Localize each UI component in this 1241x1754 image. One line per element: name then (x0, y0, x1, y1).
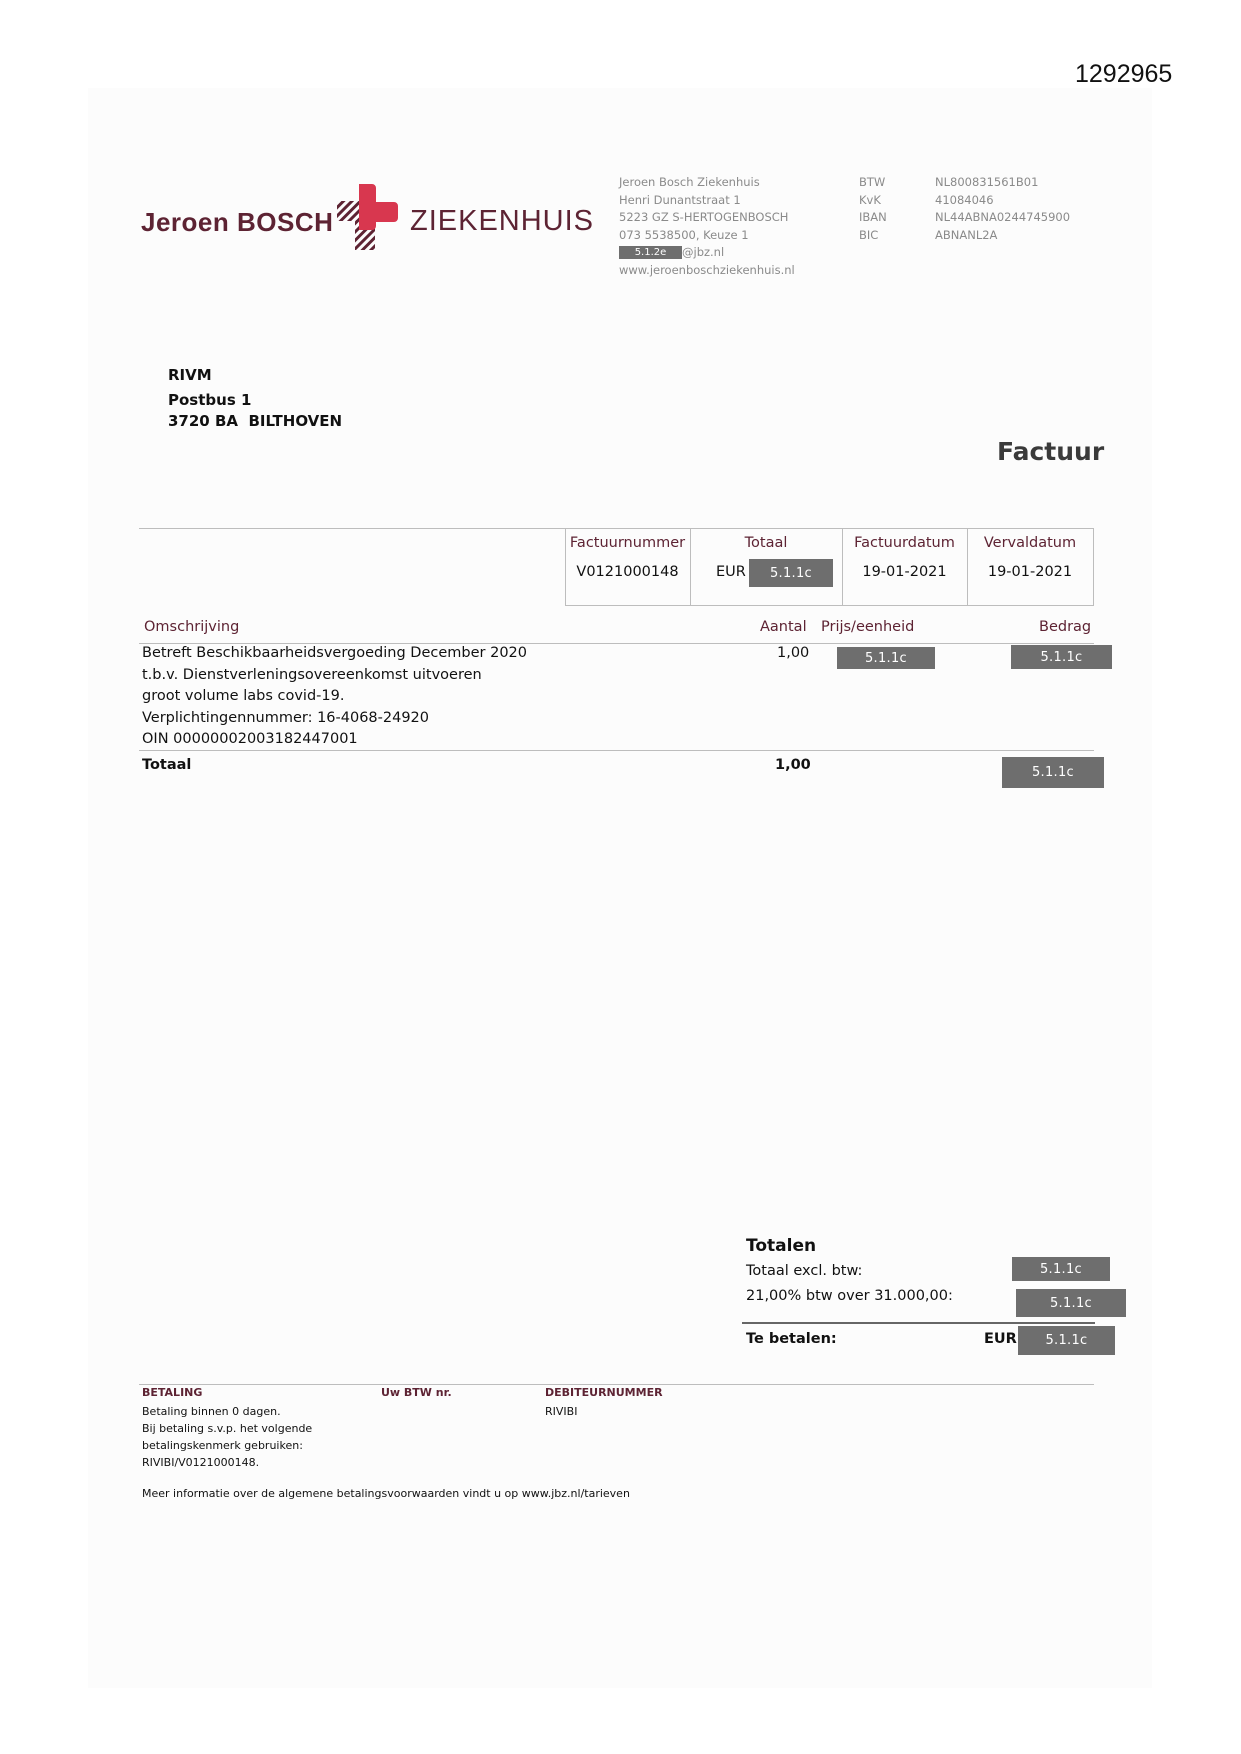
reg-label: BIC (859, 227, 879, 242)
payment-terms (142, 1403, 312, 1471)
lines-total-redaction: 5.1.1c (1002, 757, 1104, 788)
payment-line: Betaling binnen 0 dagen. (142, 1405, 281, 1418)
hospital-cross-icon (333, 184, 403, 254)
logo-text-left: Jeroen BOSCH (141, 207, 334, 237)
lines-total-quantity: 1,00 (775, 757, 811, 773)
description-line: OIN 00000002003182447001 (142, 731, 358, 747)
page-title: Factuur (997, 437, 1105, 466)
divider (1093, 528, 1094, 605)
total-currency: EUR (716, 564, 746, 580)
hospital-city: 5223 GZ S-HERTOGENBOSCH (619, 210, 789, 224)
meta-header-invoice-date: Factuurdatum (854, 535, 955, 551)
amount-redaction: 5.1.1c (1011, 645, 1112, 669)
vat-redaction: 5.1.1c (1016, 1289, 1126, 1317)
document-number: 1292965 (1075, 60, 1173, 88)
email-redaction: 5.1.2e (619, 246, 682, 259)
reg-value: NL800831561B01 (935, 175, 1039, 189)
email-domain: @jbz.nl (682, 245, 725, 259)
debtor-number: RIVIBI (545, 1405, 578, 1418)
reg-label: KvK (859, 192, 881, 207)
line-description (142, 643, 527, 751)
column-header-description: Omschrijving (144, 619, 240, 635)
total-excl-label: Totaal excl. btw: (746, 1263, 863, 1279)
hospital-street: Henri Dunantstraat 1 (619, 192, 741, 207)
hospital-website: www.jeroenboschziekenhuis.nl (619, 262, 795, 277)
invoice-date: 19-01-2021 (862, 564, 947, 580)
meta-header-invoice-number: Factuurnummer (569, 535, 686, 551)
due-date: 19-01-2021 (987, 564, 1073, 580)
divider (565, 605, 1094, 606)
divider (742, 1322, 1095, 1324)
total-redaction: 5.1.1c (749, 559, 833, 587)
debtor-heading: DEBITEURNUMMER (545, 1386, 663, 1399)
reg-value: NL44ABNA0244745900 (935, 210, 1071, 224)
description-line: groot volume labs covid-19. (142, 688, 345, 704)
recipient-address: Postbus 1 (168, 391, 252, 409)
divider (139, 1384, 1094, 1385)
meta-header-due-date: Vervaldatum (983, 535, 1077, 551)
line-quantity: 1,00 (777, 645, 810, 661)
logo-text-right: ZIEKENHUIS (410, 205, 595, 237)
description-line: Betreft Beschikbaarheidsvergoeding December 2020 (142, 645, 527, 661)
payment-info: Meer informatie over de algemene betalingsvoorwaarden vindt u op www.jbz.nl/tarieven (142, 1487, 630, 1500)
hospital-email (619, 244, 795, 262)
recipient-city: 3720 BA BILTHOVEN (168, 412, 343, 430)
reg-label: IBAN (859, 210, 887, 224)
registration-labels (859, 174, 887, 244)
reg-label: BTW (859, 175, 886, 189)
pay-redaction: 5.1.1c (1018, 1326, 1115, 1355)
payment-line: betalingskenmerk gebruiken: (142, 1439, 303, 1452)
description-line: t.b.v. Dienstverleningsovereenkomst uitvoeren (142, 666, 482, 683)
vat-label: 21,00% btw over 31.000,00: (746, 1288, 953, 1304)
registration-values (935, 174, 1070, 244)
column-header-quantity: Aantal (760, 619, 807, 635)
payment-line: Bij betaling s.v.p. het volgende (142, 1422, 313, 1435)
totals-heading: Totalen (746, 1236, 817, 1256)
unit-price-redaction: 5.1.1c (837, 647, 935, 669)
divider (139, 528, 1094, 529)
payment-line: RIVIBI/V0121000148. (142, 1456, 260, 1469)
total-excl-redaction: 5.1.1c (1012, 1257, 1110, 1281)
reg-value: ABNANL2A (935, 227, 998, 242)
hospital-address (619, 174, 795, 279)
column-header-unit-price: Prijs/eenheid (821, 619, 915, 635)
meta-header-total: Totaal (744, 535, 788, 551)
pay-label: Te betalen: (746, 1331, 837, 1347)
hospital-phone: 073 5538500, Keuze 1 (619, 227, 749, 242)
hospital-name: Jeroen Bosch Ziekenhuis (619, 175, 760, 189)
divider (139, 750, 1094, 751)
column-header-amount: Bedrag (1039, 619, 1092, 635)
invoice-number: V0121000148 (576, 564, 679, 580)
pay-currency: EUR (984, 1331, 1017, 1347)
lines-total-label: Totaal (142, 757, 192, 773)
vat-number-heading: Uw BTW nr. (381, 1386, 452, 1399)
description-line: Verplichtingennummer: 16-4068-24920 (142, 709, 430, 726)
payment-heading: BETALING (142, 1386, 203, 1399)
recipient-name: RIVM (168, 366, 212, 384)
reg-value: 41084046 (935, 192, 994, 207)
